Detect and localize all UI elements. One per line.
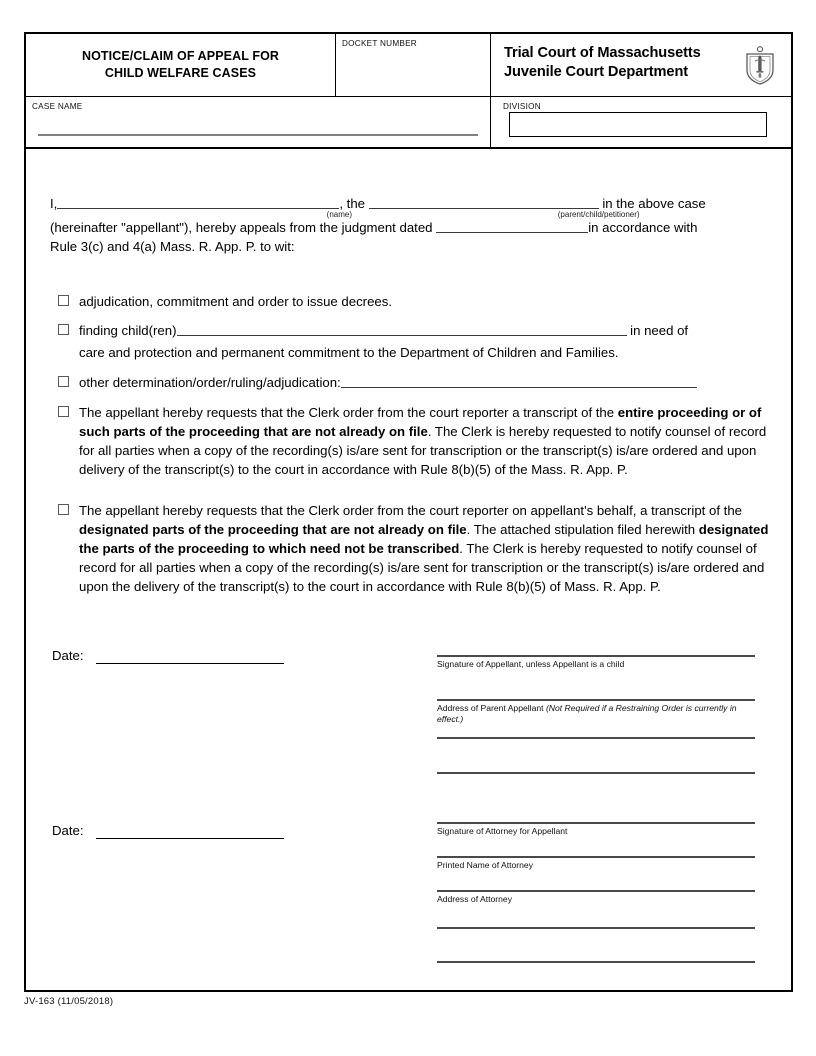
appellant-address-line-2-input[interactable] (437, 737, 755, 739)
appellant-date-label: Date: (52, 648, 84, 663)
appellant-name-input[interactable] (57, 195, 339, 209)
finding-children-input[interactable] (177, 322, 627, 336)
intro-judgment-prefix: (hereinafter "appellant"), hereby appeals from the judgment dated (50, 220, 433, 235)
intro-line-1 (50, 194, 772, 219)
paragraph-segment-1: designated parts of the proceeding that are not already on file (79, 522, 467, 537)
attorney-date-input[interactable] (96, 838, 284, 839)
court-name-line-2: Juvenile Court Department (504, 64, 689, 80)
paragraph-segment-3: designated the parts of the proceeding to which need not be transcribed (79, 522, 769, 556)
appellant-address-line-3-input[interactable] (437, 772, 755, 774)
checkbox-row-entire-proceeding[interactable] (58, 403, 774, 479)
other-determination-input[interactable] (341, 374, 697, 388)
intro-rule-citation: Rule 3(c) and 4(a) Mass. R. App. P. to wit: (50, 239, 295, 254)
checkbox-other-determination[interactable] (58, 376, 69, 387)
form-title-line-2: CHILD WELFARE CASES (104, 66, 257, 80)
attorney-address-caption: Address of Attorney (437, 894, 512, 904)
party-role-caption: (parent/child/petitioner) (557, 210, 640, 219)
case-name-cell[interactable] (26, 97, 491, 147)
court-name-cell (491, 34, 791, 96)
paragraph-segment-2: . The attached stipulation filed herewith (466, 522, 699, 537)
appellant-address-line-1-input[interactable] (437, 699, 755, 701)
attorney-signature-input[interactable] (437, 822, 755, 824)
attorney-printed-name-caption: Printed Name of Attorney (437, 860, 534, 870)
party-role-input[interactable] (369, 195, 599, 209)
case-name-label: CASE NAME (32, 102, 83, 111)
paragraph-segment-2: . The Clerk is hereby requested to notify counsel of record for all parties when a copy of the recording(s) is/are sent for transcription or the transcript(s) is/are ordered and upon delivery of the transcript(s) to the court in accordance with Rule 8(b)(5) of the Mass. R. App. P. (79, 424, 767, 477)
massachusetts-state-seal-icon (743, 45, 777, 85)
attorney-signature-caption: Signature of Attorney for Appellant (437, 826, 568, 836)
appellant-address-caption (437, 703, 759, 725)
attorney-address-line-3-input[interactable] (437, 961, 755, 963)
checkbox-row-finding-children[interactable] (58, 321, 774, 362)
finding-children-label-pre: finding child(ren) (79, 323, 177, 338)
judgment-date-input[interactable] (436, 219, 588, 233)
paragraph-segment-0: The appellant hereby requests that the Clerk order from the court reporter on appellant's behalf, a transcript of the (79, 503, 742, 518)
form-title-cell (26, 34, 336, 96)
checkbox-adjudication-label: adjudication, commitment and order to issue decrees. (79, 294, 392, 309)
checkbox-row-other-determination[interactable] (58, 373, 774, 392)
appellant-address-caption-plain: Address of Parent Appellant (437, 703, 546, 713)
division-cell[interactable] (491, 97, 791, 147)
paragraph-segment-4: . The Clerk is hereby requested to notify counsel of record for all parties when a copy of the recording(s) is/are sent for transcription or the transcript(s) is/are ordered and upon the delivery of the transcript(s) to the court in accordance with Rule 8(b)(5) of Mass. R. App. P. (79, 541, 765, 594)
docket-number-value[interactable] (342, 49, 490, 63)
form-body (26, 149, 791, 990)
finding-children-label-line-2: care and protection and permanent commitment to the Department of Children and Families. (79, 345, 619, 360)
attorney-address-line-2-input[interactable] (437, 927, 755, 929)
intro-i-label: I, (50, 196, 58, 211)
checkbox-row-adjudication[interactable] (58, 292, 758, 311)
checkbox-adjudication[interactable] (58, 295, 69, 306)
case-identification-band (26, 97, 791, 149)
other-determination-label: other determination/order/ruling/adjudication: (79, 375, 341, 390)
appellant-name-caption: (name) (326, 210, 352, 219)
checkbox-finding-children-content (79, 321, 774, 340)
division-label: DIVISION (503, 102, 541, 111)
docket-number-cell[interactable] (336, 34, 491, 96)
checkbox-row-designated-parts[interactable] (58, 501, 774, 596)
division-input[interactable] (509, 112, 767, 137)
checkbox-finding-children[interactable] (58, 324, 69, 335)
intro-line-3 (50, 237, 772, 256)
intro-above-case-label: in the above case (602, 196, 706, 211)
form-code-footer: JV-163 (11/05/2018) (24, 996, 114, 1007)
paragraph-segment-0: The appellant hereby requests that the Clerk order from the court reporter a transcript of the (79, 405, 618, 420)
form-header (26, 34, 791, 97)
form-border (24, 32, 793, 992)
finding-children-label-post: in need of (630, 323, 689, 338)
appellant-intro-paragraph (50, 194, 772, 256)
checkbox-designated-parts-label (79, 501, 774, 596)
paragraph-segment-1: entire proceeding or of such parts of the proceeding that are not already on file (79, 405, 762, 439)
intro-judgment-suffix: in accordance with (588, 220, 698, 235)
appellant-signature-input[interactable] (437, 655, 755, 657)
court-name-line-1: Trial Court of Massachusetts (504, 45, 701, 61)
attorney-address-line-1-input[interactable] (437, 890, 755, 892)
docket-number-label: DOCKET NUMBER (342, 39, 417, 48)
attorney-date-label: Date: (52, 823, 84, 838)
attorney-printed-name-input[interactable] (437, 856, 755, 858)
intro-the-label: , the (339, 196, 365, 211)
appellant-address-caption-italic: (Not Required if a Restraining Order is currently in effect.) (437, 703, 737, 724)
appellant-date-input[interactable] (96, 663, 284, 664)
case-name-input-rule[interactable] (38, 134, 478, 136)
intro-line-2 (50, 218, 772, 237)
form-title-line-1: NOTICE/CLAIM OF APPEAL FOR (81, 49, 280, 63)
checkbox-entire-proceeding-label (79, 403, 774, 479)
checkbox-entire-proceeding[interactable] (58, 406, 69, 417)
checkbox-designated-parts[interactable] (58, 504, 69, 515)
checkbox-other-determination-content (79, 373, 774, 392)
appellant-signature-caption: Signature of Appellant, unless Appellant is a child (437, 659, 625, 669)
